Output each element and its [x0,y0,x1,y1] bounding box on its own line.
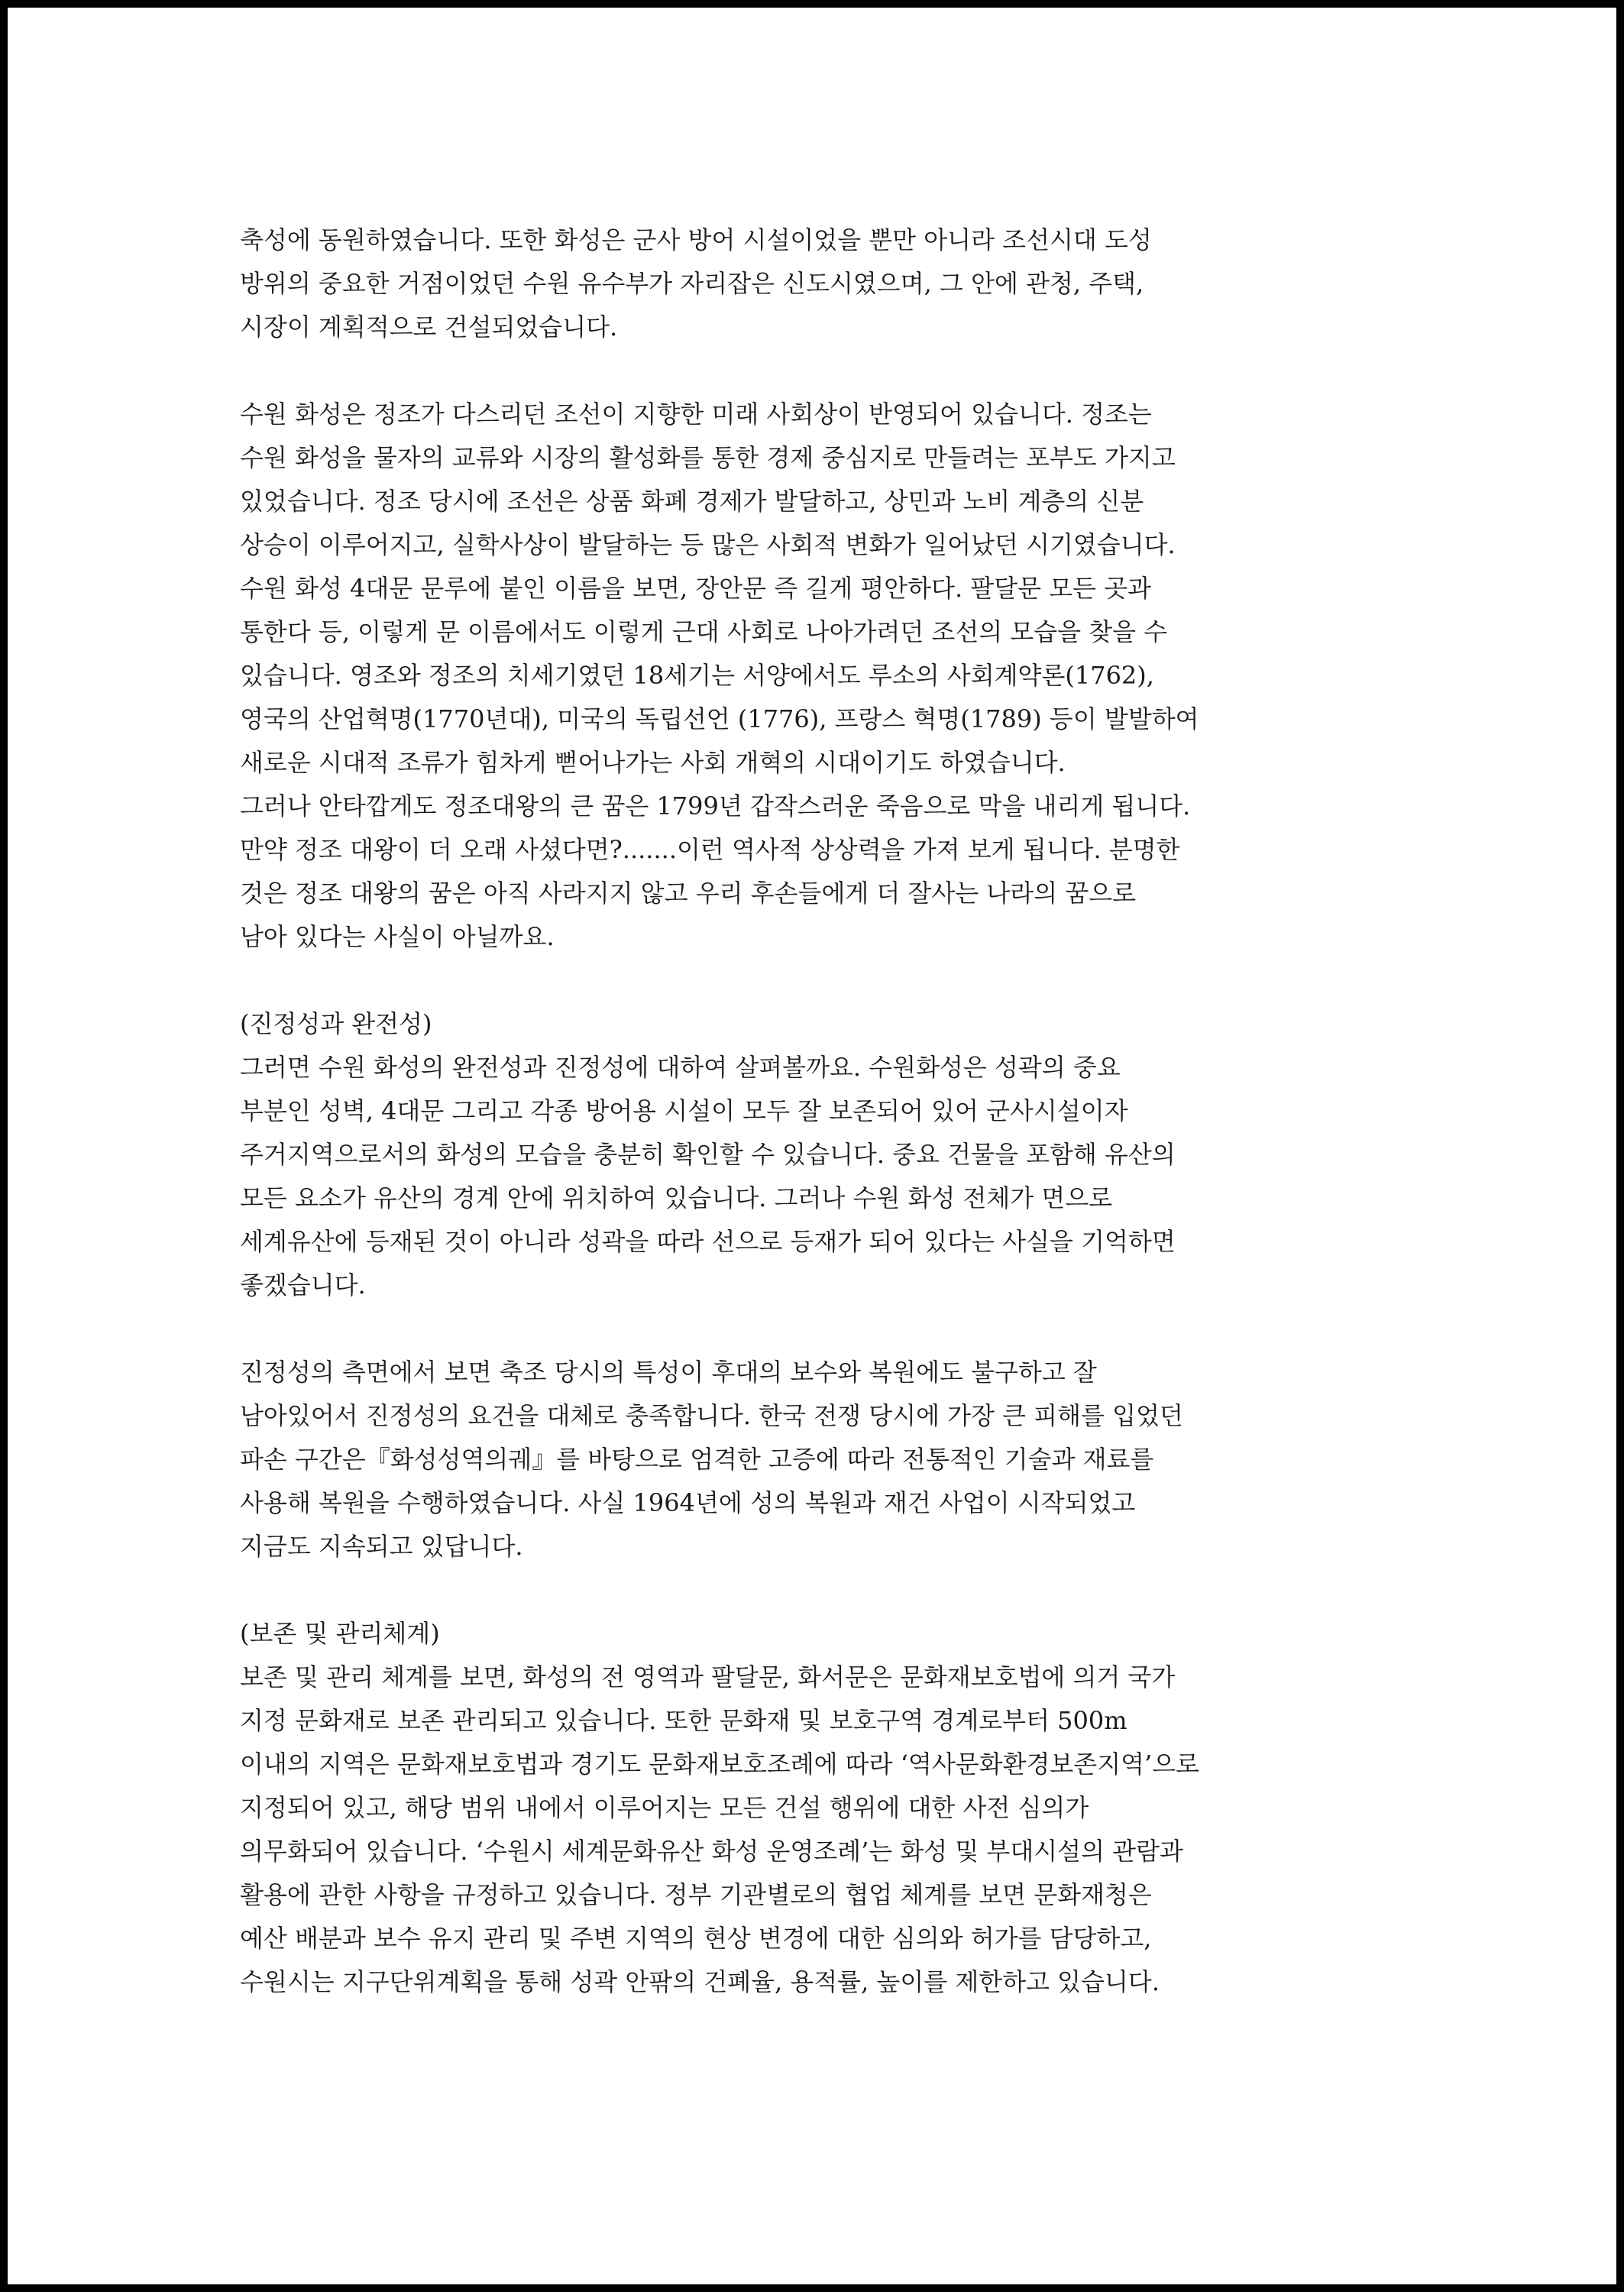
text-line: 지금도 지속되고 있답니다. [240,1532,523,1561]
text-line: 모든 요소가 유산의 경계 안에 위치하여 있습니다. 그러나 수원 화성 전체가 면으로 [240,1183,1113,1212]
paragraph-break [240,1568,1370,1612]
text-line: 활용에 관한 사항을 규정하고 있습니다. 정부 기관별로의 협업 체계를 보면 문화재청은 [240,1880,1152,1909]
text-line: 방위의 중요한 거점이었던 수원 유수부가 자리잡은 신도시였으며, 그 안에 관청, 주택, [240,269,1144,298]
paragraph-break [240,959,1370,1002]
text-line: 주거지역으로서의 화성의 모습을 충분히 확인할 수 있습니다. 중요 건물을 포함해 유산의 [240,1140,1176,1169]
text-line: 상승이 이루어지고, 실학사상이 발달하는 등 많은 사회적 변화가 일어났던 시기였습니다. [240,530,1176,559]
text-line: 그러나 안타깝게도 정조대왕의 큰 꿈은 1799년 갑작스러운 죽음으로 막을 내리게 됩니다. [240,792,1191,821]
text-line: 부분인 성벽, 4대문 그리고 각종 방어용 시설이 모두 잘 보존되어 있어 군사시설이자 [240,1096,1128,1125]
text-line: 남아있어서 진정성의 요건을 대체로 충족합니다. 한국 전쟁 당시에 가장 큰 피해를 입었던 [240,1401,1183,1430]
paragraph-break [240,349,1370,393]
text-line: 지정되어 있고, 해당 범위 내에서 이루어지는 모든 건설 행위에 대한 사전 심의가 [240,1793,1089,1822]
text-line: 통한다 등, 이렇게 문 이름에서도 이렇게 근대 사회로 나아가려던 조선의 모습을 찾을 수 [240,617,1168,646]
text-line: 의무화되어 있습니다. ‘수원시 세계문화유산 화성 운영조례’는 화성 및 부대시설의 관람과 [240,1837,1183,1866]
text-line: 세계유산에 등재된 것이 아니라 성곽을 따라 선으로 등재가 되어 있다는 사실을 기억하면 [240,1227,1176,1256]
text-line: 것은 정조 대왕의 꿈은 아직 사라지지 않고 우리 후손들에게 더 잘사는 나라의 꿈으로 [240,879,1137,908]
text-line: 시장이 계획적으로 건설되었습니다. [240,312,618,342]
text-line: 지정 문화재로 보존 관리되고 있습니다. 또한 문화재 및 보호구역 경계로부터 500m [240,1706,1127,1735]
text-line: 수원시는 지구단위계획을 통해 성곽 안팎의 건폐율, 용적률, 높이를 제한하고 있습니다. [240,1967,1160,1996]
text-line: 진정성의 측면에서 보면 축조 당시의 특성이 후대의 보수와 복원에도 불구하고 잘 [240,1358,1097,1387]
text-line: 좋겠습니다. [240,1271,366,1300]
text-line: 있었습니다. 정조 당시에 조선은 상품 화폐 경제가 발달하고, 상민과 노비 계층의 신분 [240,487,1144,516]
paragraph-break [240,1307,1370,1351]
text-line: 파손 구간은『화성성역의궤』를 바탕으로 엄격한 고증에 따라 전통적인 기술과 재료를 [240,1445,1154,1474]
text-line: 보존 및 관리 체계를 보면, 화성의 전 영역과 팔달문, 화서문은 문화재보호법에 의거 국가 [240,1662,1176,1691]
text-line: 이내의 지역은 문화재보호법과 경기도 문화재보호조례에 따라 ‘역사문화환경보존지역’으로 [240,1750,1200,1779]
text-line: 예산 배분과 보수 유지 관리 및 주변 지역의 현상 변경에 대한 심의와 허가를 담당하고, [240,1924,1152,1953]
text-line: 수원 화성을 물자의 교류와 시장의 활성화를 통한 경제 중심지로 만들려는 포부도 가지고 [240,443,1176,472]
text-line: (진정성과 완전성) [240,1009,432,1038]
text-line: 사용해 복원을 수행하였습니다. 사실 1964년에 성의 복원과 재건 사업이 시작되었고 [240,1488,1136,1517]
document-body [240,219,1370,2004]
text-line: 수원 화성 4대문 문루에 붙인 이름을 보면, 장안문 즉 길게 평안하다. 팔달문 모든 곳과 [240,574,1152,603]
text-line: 수원 화성은 정조가 다스리던 조선이 지향한 미래 사회상이 반영되어 있습니다. 정조는 [240,400,1152,429]
text-line: 축성에 동원하였습니다. 또한 화성은 군사 방어 시설이었을 뿐만 아니라 조선시대 도성 [240,225,1152,254]
text-line: 있습니다. 영조와 정조의 치세기였던 18세기는 서양에서도 루소의 사회계약론(1762), [240,661,1154,690]
text-line: 영국의 산업혁명(1770년대), 미국의 독립선언 (1776), 프랑스 혁명(1789) 등이 발발하여 [240,704,1199,733]
text-line: (보존 및 관리체계) [240,1619,440,1648]
text-line: 만약 정조 대왕이 더 오래 사셨다면?.......이런 역사적 상상력을 가져 보게 됩니다. 분명한 [240,835,1180,864]
text-line: 새로운 시대적 조류가 힘차게 뻗어나가는 사회 개혁의 시대이기도 하였습니다. [240,748,1066,777]
text-line: 그러면 수원 화성의 완전성과 진정성에 대하여 살펴볼까요. 수원화성은 성곽의 중요 [240,1053,1121,1082]
text-line: 남아 있다는 사실이 아닐까요. [240,922,555,951]
